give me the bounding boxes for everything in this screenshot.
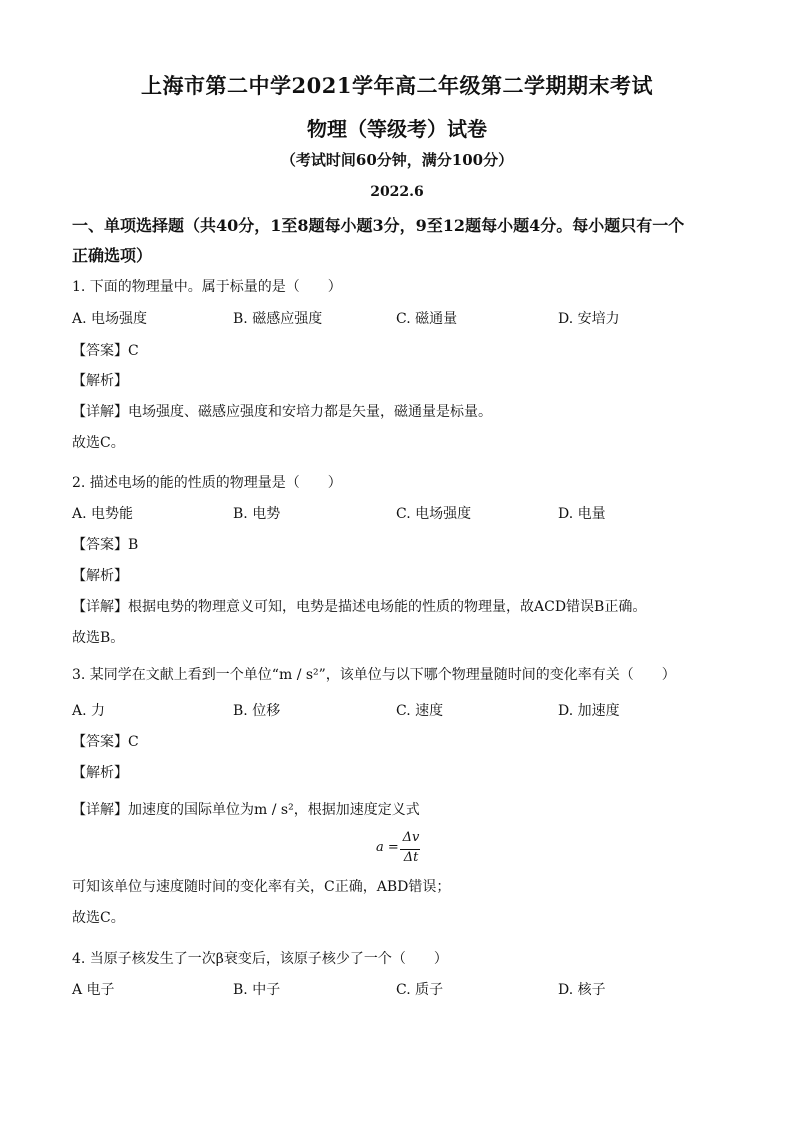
question-1-option-b: B. 磁感应强度 bbox=[233, 311, 323, 327]
question-4-option-c: C. 质子 bbox=[396, 982, 444, 998]
question-1-analysis: 【解析】 bbox=[72, 373, 128, 389]
question-2-stem: 2. 描述电场的能的性质的物理量是（ ） bbox=[72, 475, 342, 491]
question-1-stem: 1. 下面的物理量中。属于标量的是（ ） bbox=[72, 279, 342, 295]
question-1-detail: 【详解】电场强度、磁感应强度和安培力都是矢量，磁通量是标量。 bbox=[72, 404, 492, 420]
question-2-option-c: C. 电场强度 bbox=[396, 506, 472, 522]
acceleration-formula bbox=[376, 830, 436, 870]
exam-date: 2022.6 bbox=[370, 184, 424, 200]
formula-numerator: Δv bbox=[402, 830, 420, 845]
question-3-detail: 【详解】加速度的国际单位为m / s²，根据加速度定义式 bbox=[72, 802, 420, 818]
question-1-option-c: C. 磁通量 bbox=[396, 311, 458, 327]
question-4-option-d: D. 核子 bbox=[558, 982, 606, 998]
question-1-conclusion: 故选C。 bbox=[72, 435, 125, 451]
question-4-option-a: A 电子 bbox=[72, 982, 115, 998]
exam-title: 上海市第二中学2021学年高二年级第二学期期末考试 bbox=[141, 73, 653, 98]
question-2-analysis: 【解析】 bbox=[72, 568, 128, 584]
exam-info: （考试时间60分钟，满分100分） bbox=[280, 151, 514, 169]
exam-subtitle: 物理（等级考）试卷 bbox=[307, 117, 487, 141]
question-3-option-c: C. 速度 bbox=[396, 703, 444, 719]
formula-denominator: Δt bbox=[403, 850, 419, 865]
question-1-option-d: D. 安培力 bbox=[558, 311, 620, 327]
question-3-option-b: B. 位移 bbox=[233, 703, 281, 719]
question-3-answer: 【答案】C bbox=[72, 734, 139, 750]
question-2-conclusion: 故选B。 bbox=[72, 630, 125, 646]
question-1-answer: 【答案】C bbox=[72, 343, 139, 359]
question-3-option-a: A. 力 bbox=[72, 703, 106, 719]
question-3-detail-2: 可知该单位与速度随时间的变化率有关，C正确，ABD错误； bbox=[72, 879, 451, 895]
question-2-option-b: B. 电势 bbox=[233, 506, 281, 522]
question-3-conclusion: 故选C。 bbox=[72, 910, 125, 926]
question-3-stem: 3. 某同学在文献上看到一个单位“m / s²”，该单位与以下哪个物理量随时间的变化率有关（ ） bbox=[72, 667, 676, 683]
question-2-option-a: A. 电势能 bbox=[72, 506, 134, 522]
formula-lhs: a = bbox=[376, 840, 399, 855]
question-3-analysis: 【解析】 bbox=[72, 765, 128, 781]
section-heading-line2: 正确选项） bbox=[72, 246, 153, 265]
section-heading-line1: 一、单项选择题（共40分，1至8题每小题3分，9至12题每小题4分。每小题只有一个 bbox=[72, 216, 685, 235]
question-2-detail: 【详解】根据电势的物理意义可知，电势是描述电场能的性质的物理量，故ACD错误B正确。 bbox=[72, 599, 647, 615]
question-4-option-b: B. 中子 bbox=[233, 982, 281, 998]
question-4-stem: 4. 当原子核发生了一次β衰变后，该原子核少了一个（ ） bbox=[72, 951, 448, 967]
question-1-option-a: A. 电场强度 bbox=[72, 311, 148, 327]
question-2-option-d: D. 电量 bbox=[558, 506, 606, 522]
question-3-option-d: D. 加速度 bbox=[558, 703, 620, 719]
question-2-answer: 【答案】B bbox=[72, 537, 139, 553]
